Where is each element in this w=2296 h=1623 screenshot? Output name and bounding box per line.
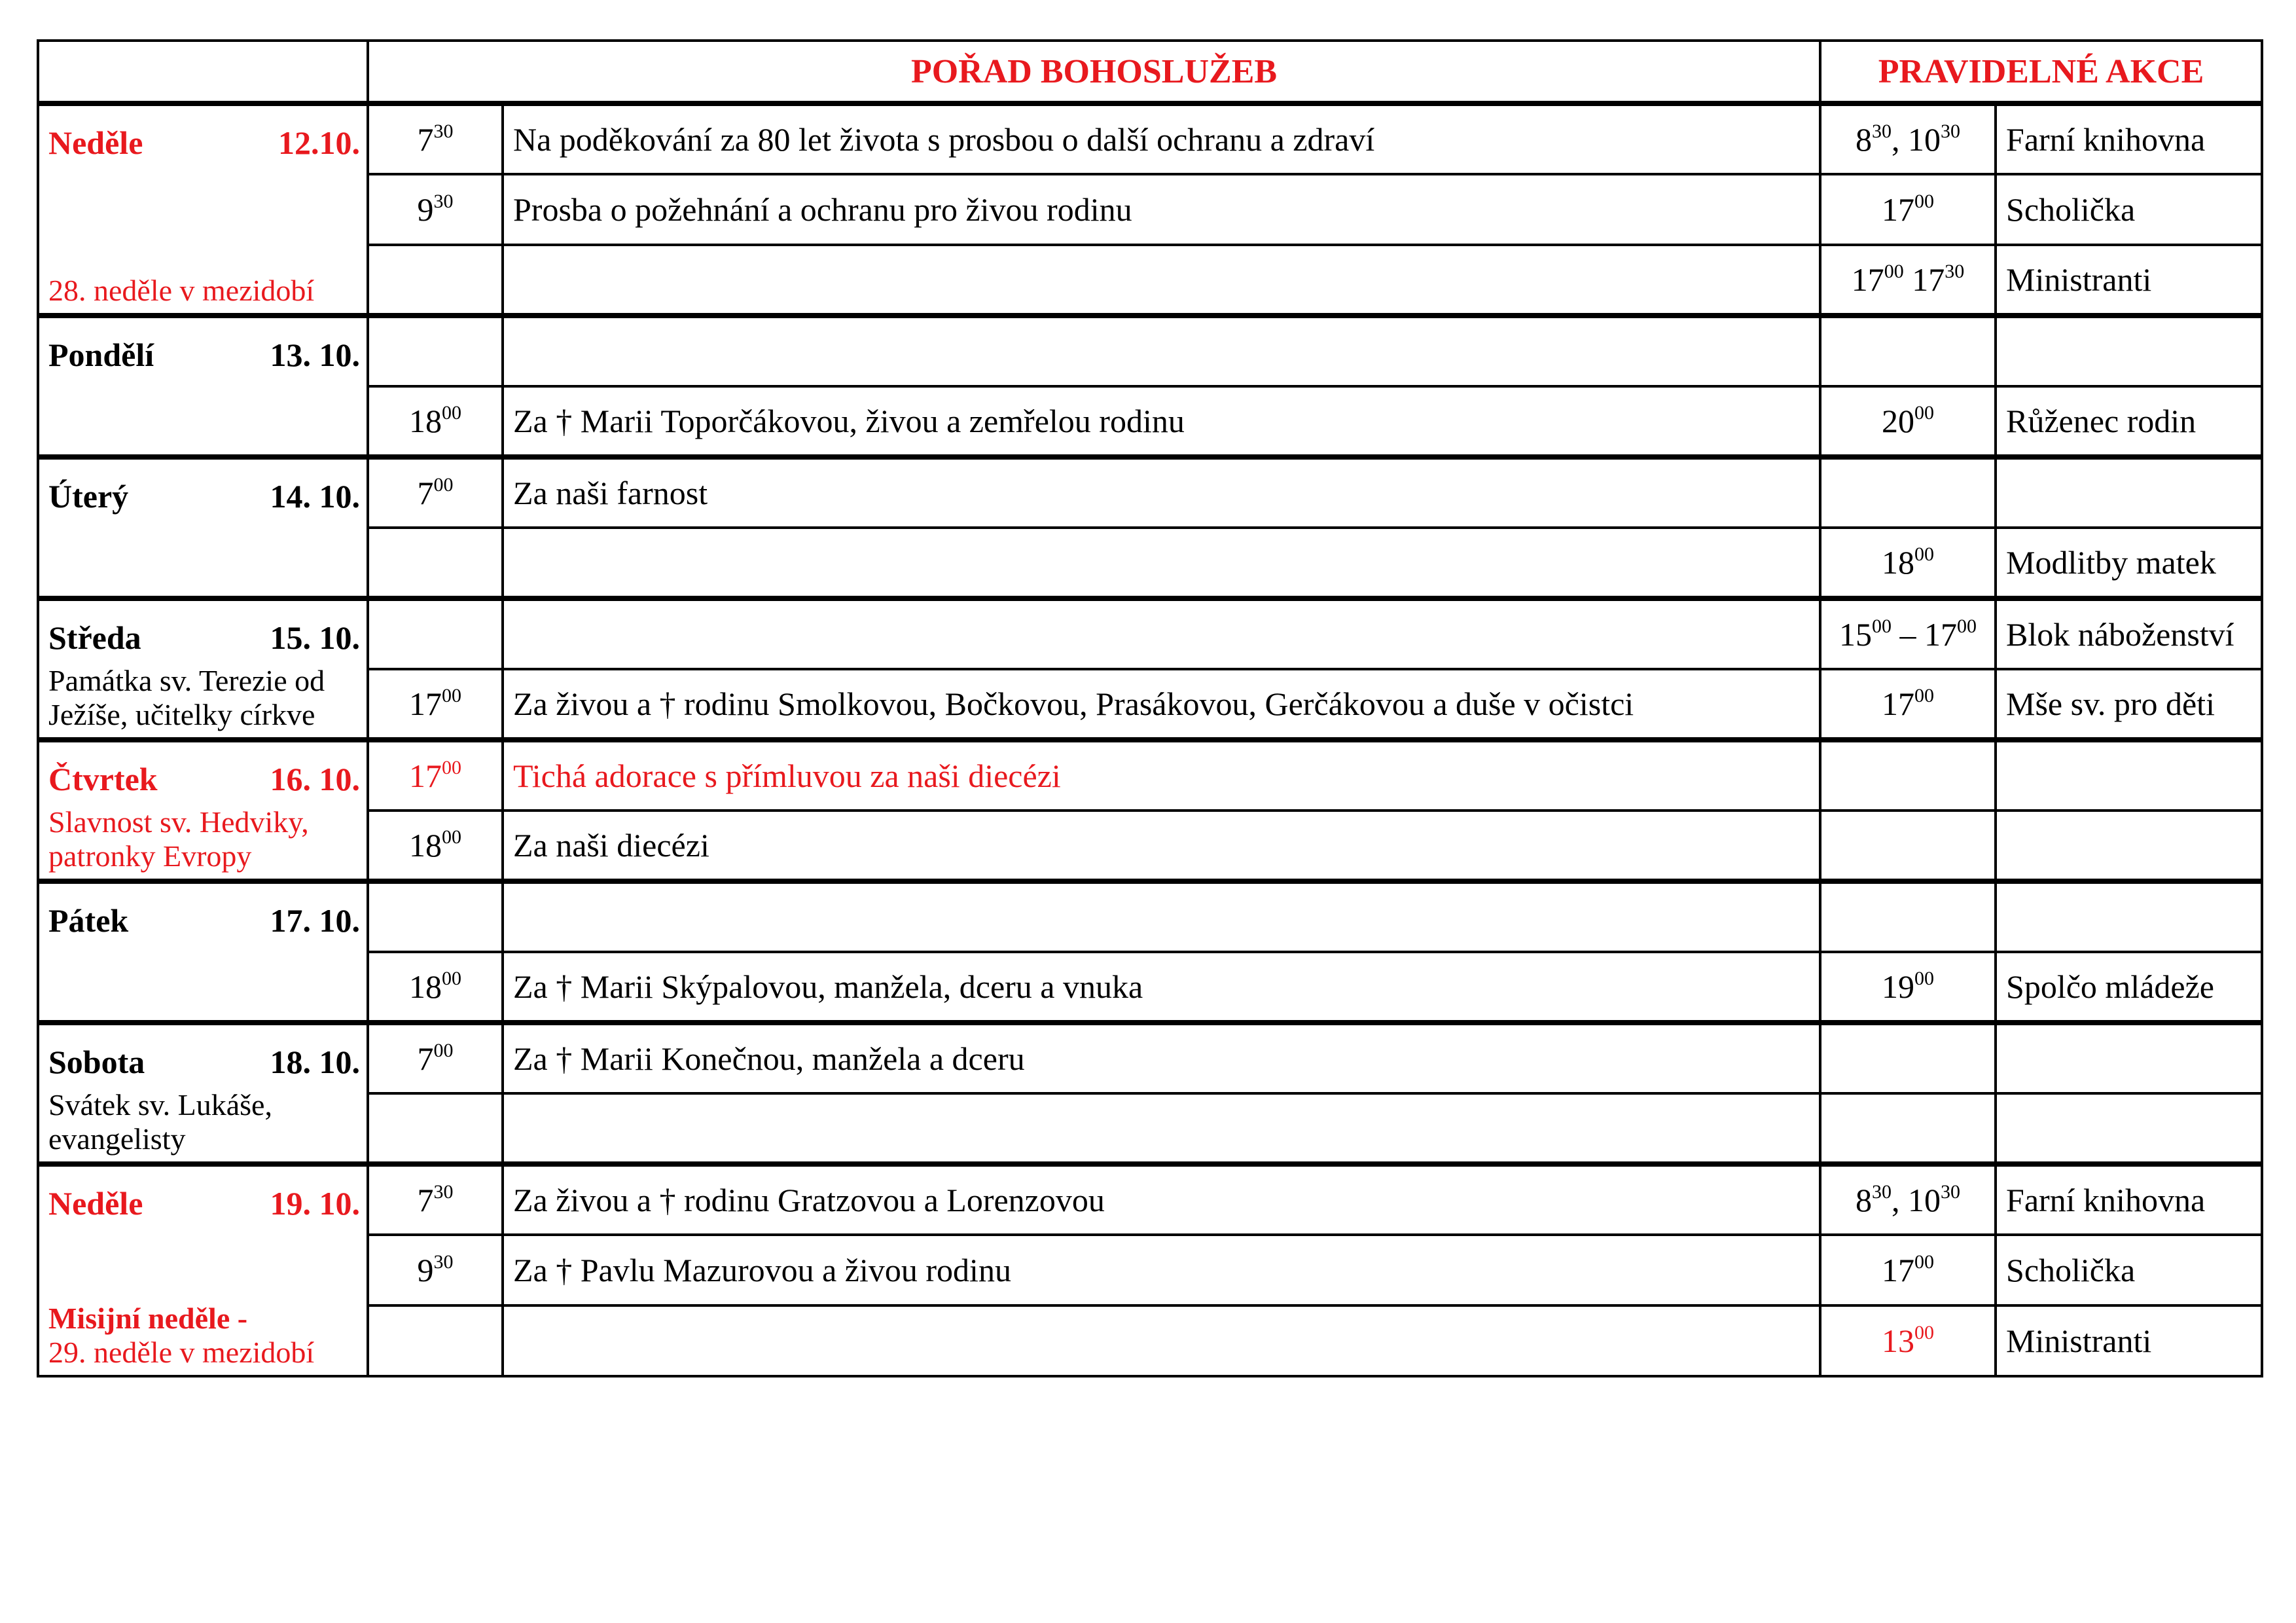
table-row <box>38 740 2262 811</box>
event-time: $8^{30}$, $10^{30}$ <box>1820 1164 1996 1235</box>
mass-intention <box>503 1093 1820 1164</box>
event-time: $17^{00}$ $17^{30}$ <box>1820 245 1996 316</box>
table-row <box>38 881 2262 952</box>
mass-time: $17^{00}$ <box>368 669 503 740</box>
mass-time: $7^{00}$ <box>368 457 503 528</box>
event-name: Růženec rodin <box>1996 386 2262 457</box>
table-row <box>38 669 2262 740</box>
event-name <box>1996 881 2262 952</box>
event-name: Spolčo mládeže <box>1996 952 2262 1023</box>
day-date: 18. 10. <box>270 1044 360 1080</box>
mass-time <box>368 598 503 669</box>
event-name: Ministranti <box>1996 245 2262 316</box>
event-name: Mše sv. pro děti <box>1996 669 2262 740</box>
mass-time <box>368 1093 503 1164</box>
day-cell-friday <box>38 881 368 1023</box>
mass-time <box>368 528 503 598</box>
mass-intention: Prosba o požehnání a ochranu pro živou rodinu <box>503 174 1820 245</box>
mass-schedule-title: POŘAD BOHOSLUŽEB <box>368 41 1820 103</box>
mass-time <box>368 316 503 386</box>
day-name: Úterý <box>48 478 129 515</box>
mass-time: $9^{30}$ <box>368 1235 503 1305</box>
day-date: 14. 10. <box>270 478 360 515</box>
event-name: Modlitby matek <box>1996 528 2262 598</box>
mass-time <box>368 1305 503 1376</box>
event-name: Scholička <box>1996 1235 2262 1305</box>
day-date: 17. 10. <box>270 902 360 939</box>
mass-time <box>368 881 503 952</box>
event-time: $17^{00}$ <box>1820 1235 1996 1305</box>
mass-intention: Za živou a † rodinu Smolkovou, Bočkovou, Prasákovou, Gerčákovou a duše v očistci <box>503 669 1820 740</box>
day-note-text: 29. neděle v mezidobí <box>48 1336 315 1369</box>
mass-intention: Tichá adorace s přímluvou za naši diecézi <box>503 740 1820 811</box>
event-time <box>1820 1023 1996 1093</box>
event-time: $17^{00}$ <box>1820 669 1996 740</box>
mass-intention <box>503 881 1820 952</box>
day-name: Středa <box>48 619 141 656</box>
regular-events-title: PRAVIDELNÉ AKCE <box>1820 41 2262 103</box>
mass-intention: Za † Marii Konečnou, manžela a dceru <box>503 1023 1820 1093</box>
event-name <box>1996 1093 2262 1164</box>
table-row <box>38 1164 2262 1235</box>
mass-intention <box>503 316 1820 386</box>
event-time: $20^{00}$ <box>1820 386 1996 457</box>
mass-time: $7^{00}$ <box>368 1023 503 1093</box>
day-name: Pondělí <box>48 337 154 373</box>
day-name: Čtvrtek <box>48 761 158 797</box>
event-time <box>1820 881 1996 952</box>
schedule-table <box>37 39 2263 1377</box>
event-name: Blok náboženství <box>1996 598 2262 669</box>
day-cell-wednesday <box>38 598 368 740</box>
event-time: $19^{00}$ <box>1820 952 1996 1023</box>
event-time <box>1820 1093 1996 1164</box>
mass-intention: Za † Marii Toporčákovou, živou a zemřelou rodinu <box>503 386 1820 457</box>
table-row <box>38 528 2262 598</box>
day-date: 16. 10. <box>270 761 360 797</box>
event-name <box>1996 457 2262 528</box>
mass-intention <box>503 1305 1820 1376</box>
table-row <box>38 1093 2262 1164</box>
mass-intention: Za živou a † rodinu Gratzovou a Lorenzovou <box>503 1164 1820 1235</box>
mass-intention: Za naši farnost <box>503 457 1820 528</box>
day-date: 15. 10. <box>270 619 360 656</box>
event-time <box>1820 457 1996 528</box>
event-time: $17^{00}$ <box>1820 174 1996 245</box>
event-name <box>1996 316 2262 386</box>
table-row <box>38 811 2262 881</box>
mass-intention: Za † Marii Skýpalovou, manžela, dceru a vnuka <box>503 952 1820 1023</box>
event-time <box>1820 316 1996 386</box>
mass-time: $7^{30}$ <box>368 1164 503 1235</box>
mass-intention <box>503 528 1820 598</box>
day-date: 13. 10. <box>270 337 360 373</box>
mass-time: $17^{00}$ <box>368 740 503 811</box>
table-row <box>38 598 2262 669</box>
mass-time: $18^{00}$ <box>368 811 503 881</box>
table-row <box>38 174 2262 245</box>
day-cell-saturday <box>38 1023 368 1164</box>
day-note <box>48 1302 361 1370</box>
mass-time <box>368 245 503 316</box>
event-name <box>1996 740 2262 811</box>
table-row <box>38 952 2262 1023</box>
day-date: 19. 10. <box>270 1185 360 1222</box>
day-cell-monday <box>38 316 368 457</box>
mass-time: $18^{00}$ <box>368 952 503 1023</box>
table-row <box>38 245 2262 316</box>
day-name: Sobota <box>48 1044 145 1080</box>
mass-intention: Na poděkování za 80 let života s prosbou o další ochranu a zdraví <box>503 103 1820 174</box>
day-date: 12.10. <box>278 124 360 161</box>
table-row <box>38 103 2262 174</box>
table-row <box>38 316 2262 386</box>
day-name: Neděle <box>48 1185 143 1222</box>
header-row <box>38 41 2262 103</box>
day-name: Neděle <box>48 124 143 161</box>
event-time: $8^{30}$, $10^{30}$ <box>1820 103 1996 174</box>
event-name <box>1996 811 2262 881</box>
mass-intention <box>503 598 1820 669</box>
day-note: Slavnost sv. Hedviky, patronky Evropy <box>48 805 309 873</box>
day-cell-sunday-2 <box>38 1164 368 1376</box>
event-name: Scholička <box>1996 174 2262 245</box>
mass-time: $7^{30}$ <box>368 103 503 174</box>
day-note: 28. neděle v mezidobí <box>48 274 315 307</box>
event-time <box>1820 811 1996 881</box>
event-time: $13^{00}$ <box>1820 1305 1996 1376</box>
event-time: $18^{00}$ <box>1820 528 1996 598</box>
day-note: Svátek sv. Lukáše, evangelisty <box>48 1088 272 1156</box>
table-row <box>38 1023 2262 1093</box>
header-empty-cell <box>38 41 368 103</box>
event-time: $15^{00} - 17^{00}$ <box>1820 598 1996 669</box>
table-row <box>38 1235 2262 1305</box>
day-name: Pátek <box>48 902 129 939</box>
table-row <box>38 386 2262 457</box>
event-name: Farní knihovna <box>1996 1164 2262 1235</box>
mass-intention <box>503 245 1820 316</box>
day-note: Památka sv. Terezie od Ježíše, učitelky církve <box>48 664 325 731</box>
event-name: Ministranti <box>1996 1305 2262 1376</box>
event-time <box>1820 740 1996 811</box>
event-name: Farní knihovna <box>1996 103 2262 174</box>
day-cell-thursday <box>38 740 368 881</box>
day-cell-sunday-1 <box>38 103 368 316</box>
mass-time: $18^{00}$ <box>368 386 503 457</box>
mass-intention: Za † Pavlu Mazurovou a živou rodinu <box>503 1235 1820 1305</box>
mass-time: $9^{30}$ <box>368 174 503 245</box>
mass-intention: Za naši diecézi <box>503 811 1820 881</box>
event-name <box>1996 1023 2262 1093</box>
day-note-bold: Misijní neděle - <box>48 1302 248 1335</box>
table-row <box>38 457 2262 528</box>
day-cell-tuesday <box>38 457 368 598</box>
table-row <box>38 1305 2262 1376</box>
